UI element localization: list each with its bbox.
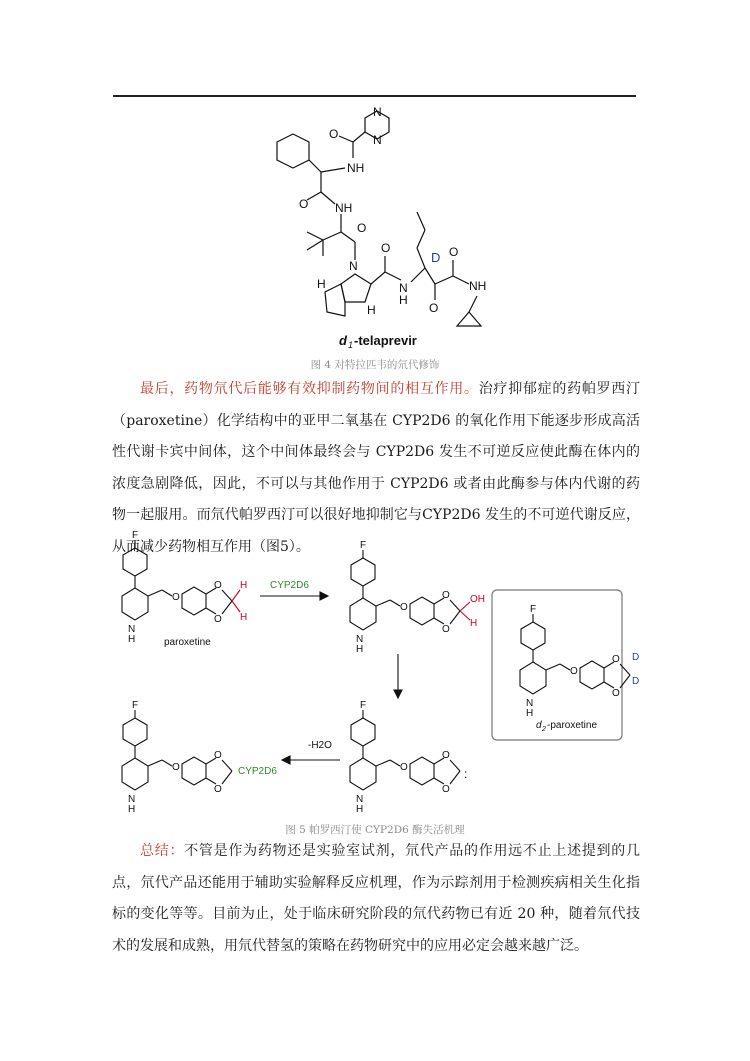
svg-text:H: H bbox=[317, 277, 326, 291]
svg-text:H: H bbox=[367, 303, 376, 317]
svg-text:N: N bbox=[373, 133, 382, 147]
paragraph-1-lead: 最后，药物氘代后能够有效抑制药物间的相互作用。 bbox=[140, 381, 479, 397]
d2-d-label-bottom: D bbox=[632, 676, 640, 687]
header-rule bbox=[113, 95, 636, 97]
svg-text:O: O bbox=[357, 221, 367, 235]
d2-label-sub: 2 bbox=[542, 726, 546, 733]
paragraph-1-body: 治疗抑郁症的药帕罗西汀（paroxetine）化学结构中的亚甲二氧基在 CYP2D6 的氧化作用下能逐步形成高活性代谢卡宾中间体，这个中间体最终会与 CYP2D6 发生不可逆反应使此酶在体内的浓度急剧降低，因此，不可以与其他作用于 CYP2D6 或者由此酶参与体内代谢的药物一起服用。而氘代帕罗西汀可以很好地抑制它与CYP2D6 发生的不可逆代谢反应，从而减少药物相互作用（图5）。 bbox=[112, 381, 641, 555]
telaprevir-label-d: d bbox=[339, 333, 347, 348]
svg-text:O: O bbox=[429, 301, 439, 315]
hydrogen-label-top: H bbox=[240, 580, 248, 591]
d2-label-d: d bbox=[536, 720, 542, 731]
svg-text:O: O bbox=[381, 241, 391, 255]
svg-text:N: N bbox=[399, 281, 408, 295]
water-loss-label: -H2O bbox=[308, 740, 332, 751]
svg-text:N: N bbox=[349, 259, 358, 273]
svg-text:N: N bbox=[373, 105, 382, 119]
hydrogen-label-intermediate: H bbox=[470, 618, 478, 629]
svg-text:O: O bbox=[449, 245, 459, 259]
d2-label-rest: -paroxetine bbox=[547, 720, 598, 731]
cyp2d6-adduct-label: CYP2D6 bbox=[238, 766, 277, 777]
figure-5-paroxetine-mechanism: F N H O O O H H paroxetine CYP2D6 OH H D D d 2 -paroxetine : -H2O CYP2D6 bbox=[100, 528, 640, 818]
svg-text:NH: NH bbox=[347, 161, 365, 175]
telaprevir-label-sub: 1 bbox=[348, 340, 354, 350]
hydroxyl-label: OH bbox=[470, 594, 485, 605]
svg-text:NH: NH bbox=[335, 201, 353, 215]
summary-body: 不管是作为药物还是实验室试剂，氘代产品的作用远不止上述提到的几点，氘代产品还能用于辅助实验解释反应机理，作为示踪剂用于检测疾病相关生化指标的变化等等。目前为止，处于临床研究阶段的氘代药物已有近 20 种，随着氘代技术的发展和成熟，用氘代替氢的策略在药物研究中的应用必定会越来越广泛。 bbox=[112, 843, 641, 954]
paroxetine-label: paroxetine bbox=[164, 637, 211, 648]
figure-4-telaprevir-structure bbox=[255, 100, 545, 350]
svg-text:NH: NH bbox=[469, 279, 487, 293]
deuterium-atom-label: D bbox=[431, 250, 441, 265]
paragraph-summary bbox=[112, 836, 640, 962]
svg-text::: : bbox=[464, 767, 468, 781]
svg-text:H: H bbox=[399, 293, 408, 307]
figure-4-caption: 图 4 对特拉匹韦的氘代修饰 bbox=[310, 359, 440, 371]
telaprevir-label-rest: -telaprevir bbox=[354, 333, 417, 348]
hydrogen-label-bottom: H bbox=[240, 612, 248, 623]
summary-lead: 总结： bbox=[140, 843, 185, 859]
svg-text:O: O bbox=[329, 127, 339, 141]
svg-text:O: O bbox=[299, 197, 309, 211]
d2-d-label-top: D bbox=[632, 652, 640, 663]
cyp2d6-arrow-label: CYP2D6 bbox=[270, 580, 309, 591]
figure-5-caption: 图 5 帕罗西汀使 CYP2D6 酶失活机理 bbox=[285, 824, 465, 836]
